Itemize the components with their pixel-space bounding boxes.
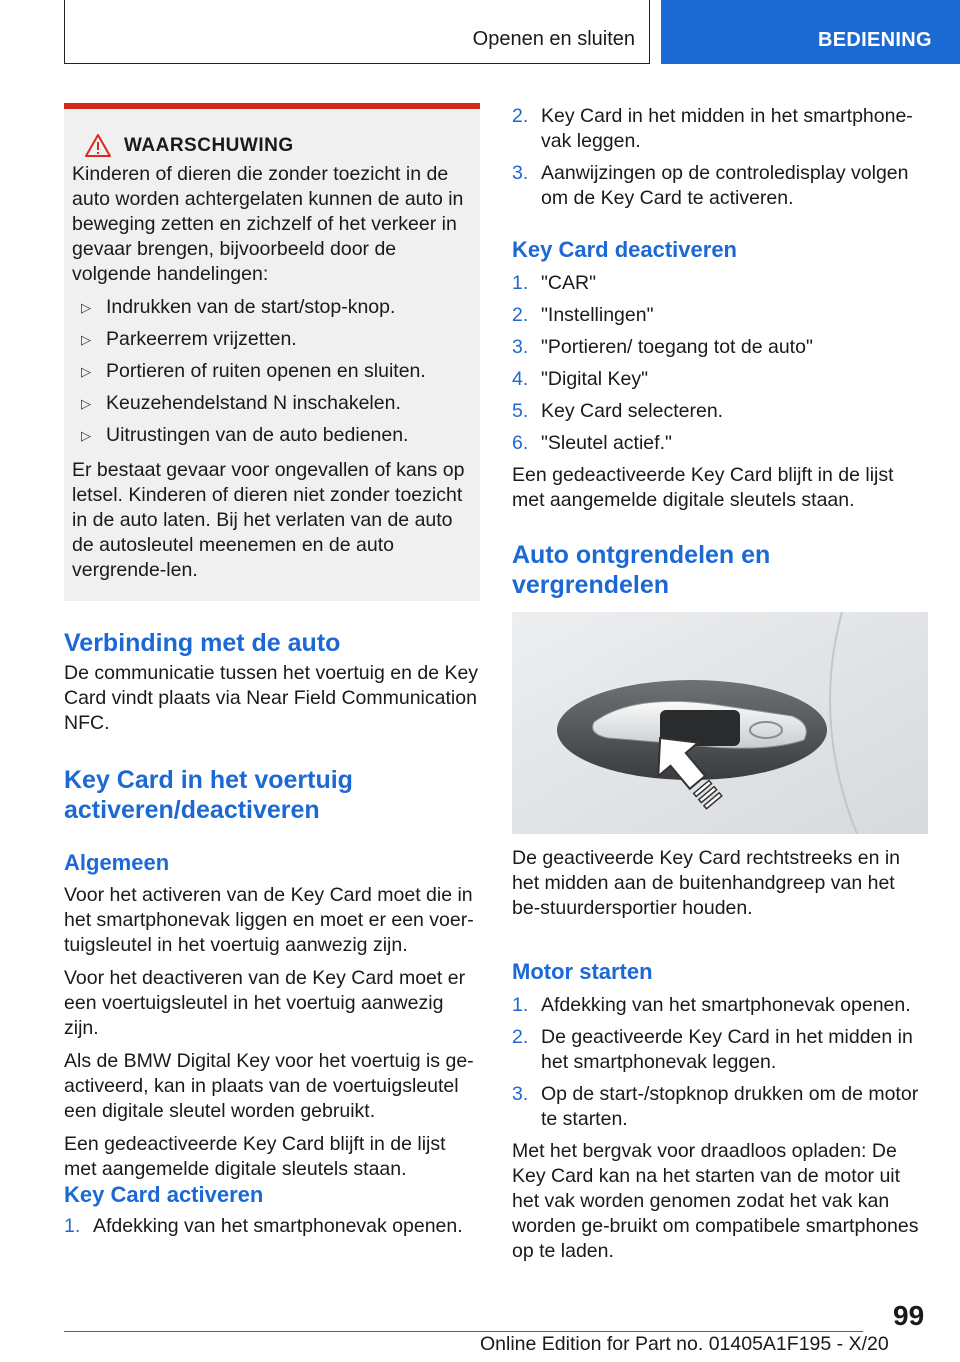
list-item: ▷ Parkeerrem vrijzetten.: [72, 327, 472, 352]
body-text: Voor het activeren van de Key Card moet die in het smartphonevak liggen en moet er een voer-tuigsleutel in het voertuig aanwezig zijn.: [64, 884, 474, 956]
illustration-caption: De geactiveerde Key Card rechtstreeks en in het midden aan de buitenhandgreep van het be-stuurdersportier houden.: [512, 847, 901, 919]
header-chapter-tab: [661, 0, 960, 64]
warning-triangle-icon: [84, 133, 112, 158]
list-item: 1. Afdekking van het smartphonevak openen.: [512, 994, 911, 1016]
warning-title: WAARSCHUWING: [72, 133, 472, 158]
deactiveren-section: [512, 237, 928, 513]
algemeen-section: [64, 850, 480, 1182]
warning-intro: Kinderen of dieren die zonder toezicht in de auto worden achtergelaten kunnen de auto in beweging zetten en zichzelf of het verkeer in gevaar brengen, bijvoorbeeld door de volgende handelingen:: [72, 163, 464, 285]
list-item: 2. Key Card in het midden in het smartphone-vak leggen.: [512, 105, 913, 152]
list-item: ▷ Indrukken van de start/stop-knop.: [72, 295, 472, 320]
chapter-title: BEDIENING: [818, 29, 932, 51]
body-text: Voor het deactiveren van de Key Card moet er een voertuigsleutel in het voertuig aanwezig zijn.: [64, 967, 466, 1039]
list-item: 2. "Instellingen": [512, 304, 654, 326]
list-item: 4. "Digital Key": [512, 368, 649, 390]
warning-box: [64, 103, 480, 601]
list-item: ▷ Keuzehendelstand N inschakelen.: [72, 391, 472, 416]
section-heading: Verbinding met de auto: [64, 629, 341, 657]
footer-rule: [64, 1331, 863, 1332]
warning-outro: Er bestaat gevaar voor ongevallen of kans op letsel. Kinderen of dieren niet zonder toezicht in de auto laten. Bij het verlaten van de auto de autosleutel meenemen en de auto vergrende-len.: [72, 459, 465, 581]
footer-edition: Online Edition for Part no. 01405A1F195 - X/20: [480, 1333, 889, 1355]
list-item: 6. "Sleutel actief.": [512, 432, 672, 454]
body-text: Als de BMW Digital Key voor het voertuig is ge-activeerd, kan in plaats van de voertuigsleutel een digitale sleutel worden gebruikt.: [64, 1050, 474, 1122]
subsection-heading: Key Card activeren: [64, 1182, 264, 1207]
header-section-tab: [64, 0, 650, 64]
list-item: ▷ Uitrustingen van de auto bedienen.: [72, 423, 472, 448]
list-item: ▷ Portieren of ruiten openen en sluiten.: [72, 359, 472, 384]
deactiveren-steps: [512, 271, 928, 456]
motor-steps: [512, 993, 928, 1132]
list-item: 3. Aanwijzingen op de controledisplay volgen om de Key Card te activeren.: [512, 162, 909, 209]
motor-section: [512, 959, 928, 1264]
verbinding-section: [64, 628, 480, 736]
activeren-section: [64, 1182, 480, 1246]
list-item: 3. "Portieren/ toegang tot de auto": [512, 336, 813, 358]
activeren-deactiveren-heading: Key Card in het voertuig activeren/deactiveren: [64, 766, 353, 824]
ontgrendelen-heading: Auto ontgrendelen en vergrendelen: [512, 541, 771, 599]
list-item: 2. De geactiveerde Key Card in het midden in het smartphonevak leggen.: [512, 1026, 913, 1073]
body-text: Een gedeactiveerde Key Card blijft in de lijst met aangemelde digitale sleutels staan.: [512, 464, 894, 511]
list-item: 5. Key Card selecteren.: [512, 400, 724, 422]
activeren-steps: [64, 1214, 480, 1239]
door-handle-illustration: [512, 612, 928, 834]
subsection-heading: Key Card deactiveren: [512, 237, 737, 262]
subsection-heading: Algemeen: [64, 850, 170, 875]
body-text: Een gedeactiveerde Key Card blijft in de lijst met aangemelde digitale sleutels staan.: [64, 1133, 446, 1180]
body-text: Met het bergvak voor draadloos opladen: De Key Card kan na het starten van de motor uit het vak worden genomen zodat het vak kan worden ge-bruikt om compatibele smartphones op te laden.: [512, 1140, 919, 1262]
subsection-heading: Motor starten: [512, 959, 653, 984]
section-title: Openen en sluiten: [472, 28, 635, 50]
activeren-steps-continued: [512, 104, 928, 218]
page-number: 99: [893, 1300, 925, 1331]
body-text: De communicatie tussen het voertuig en de Key Card vindt plaats via Near Field Communication NFC.: [64, 662, 479, 734]
list-item: 3. Op de start-/stopknop drukken om de motor te starten.: [512, 1083, 919, 1130]
list-item: 1. "CAR": [512, 272, 597, 294]
list-item: 1. Afdekking van het smartphonevak openen.: [64, 1215, 463, 1237]
warning-list: [72, 295, 472, 448]
